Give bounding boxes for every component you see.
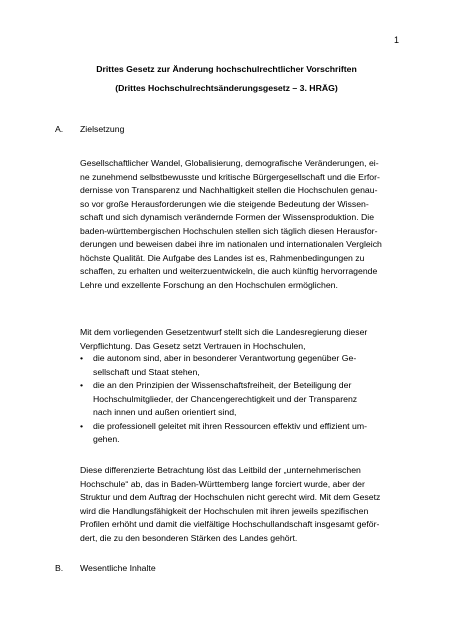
text-line: höchste Qualität. Die Aufgabe des Landes ist es, Rahmenbedingungen zu [80, 252, 365, 263]
section-a-title: Zielsetzung [80, 124, 125, 134]
text-line: dert, die zu den besonderen Stärken des Landes gehört. [80, 532, 298, 543]
page-number: 1 [394, 35, 400, 45]
paragraph-zielsetzung-3 [80, 464, 402, 545]
paragraph-zielsetzung-1 [80, 157, 402, 292]
list-item [80, 420, 402, 447]
text-line: nach innen und außen orientiert sind, [93, 407, 237, 417]
section-b-label: B. [55, 563, 64, 573]
document-title: Drittes Gesetz zur Änderung hochschulrechtlicher Vorschriften [96, 64, 357, 74]
text-line: Profilen erhöht und damit die vielfältige Hochschullandschaft insgesamt geför- [80, 519, 380, 529]
list-item [80, 379, 402, 420]
section-a-label: A. [55, 124, 64, 134]
text-line: die professionell geleitet mit ihren Ressourcen effektiv und effizient um- [93, 420, 367, 431]
text-line: Lehre und exzellente Forschung an den Hochschulen ermöglichen. [80, 279, 338, 290]
list-item [80, 352, 402, 379]
text-line: gehen. [93, 434, 120, 444]
bullet-icon: • [80, 380, 84, 390]
text-line: Verpflichtung. Das Gesetz setzt Vertrauen in Hochschulen, [80, 340, 306, 351]
text-line: sellschaft und Staat stehen, [93, 366, 200, 377]
text-line: Hochschulmitglieder, der Chancengerechtigkeit und der Transparenz [93, 393, 358, 404]
text-line: Diese differenzierte Betrachtung löst das Leitbild der „unternehmerischen [80, 465, 361, 475]
text-line: die autonom sind, aber in besonderer Verantwortung gegenüber Ge- [93, 353, 357, 363]
text-line: die an den Prinzipien der Wissenschaftsfreiheit, der Beteiligung der [93, 380, 352, 390]
text-line: so vor große Herausforderungen wie die steigende Bedeutung der Wissen- [80, 198, 369, 209]
text-line: derungen und beweisen dabei ihre im nationalen und internationalen Vergleich [80, 239, 382, 249]
section-b-title: Wesentliche Inhalte [80, 563, 156, 573]
text-line: Struktur und dem Auftrag der Hochschulen nicht gerecht wird. Mit dem Gesetz [80, 492, 381, 502]
text-line: Gesellschaftlicher Wandel, Globalisierung, demografische Veränderungen, ei- [80, 158, 379, 168]
text-line: schaft und sich dynamisch verändernde Formen der Wissensproduktion. Die [80, 212, 375, 222]
text-line: Mit dem vorliegenden Gesetzentwurf stellt sich die Landesregierung dieser [80, 327, 368, 337]
text-line: ne zunehmend selbstbewusste und kritische Bürgergesellschaft und die Erfor- [80, 171, 380, 182]
text-line: baden-württembergischen Hochschulen stellen sich täglich diesen Herausfor- [80, 225, 378, 236]
document-subtitle: (Drittes Hochschulrechtsänderungsgesetz – 3. HRÄG) [115, 83, 338, 93]
bullet-icon: • [80, 420, 84, 431]
text-line: dernisse von Transparenz und Nachhaltigkeit stellen die Hochschulen genau- [80, 185, 378, 195]
text-line: wird die Handlungsfähigkeit der Hochschulen mit ihren jeweils spezifischen [80, 505, 369, 516]
paragraph-zielsetzung-2 [80, 326, 402, 353]
bullet-list [80, 352, 402, 447]
bullet-icon: • [80, 353, 84, 363]
text-line: schaffen, zu erhalten und weiterzuentwickeln, die auch künftig hervorragende [80, 266, 378, 276]
text-line: Hochschule“ ab, das in Baden-Württemberg lange forciert wurde, aber der [80, 478, 365, 489]
